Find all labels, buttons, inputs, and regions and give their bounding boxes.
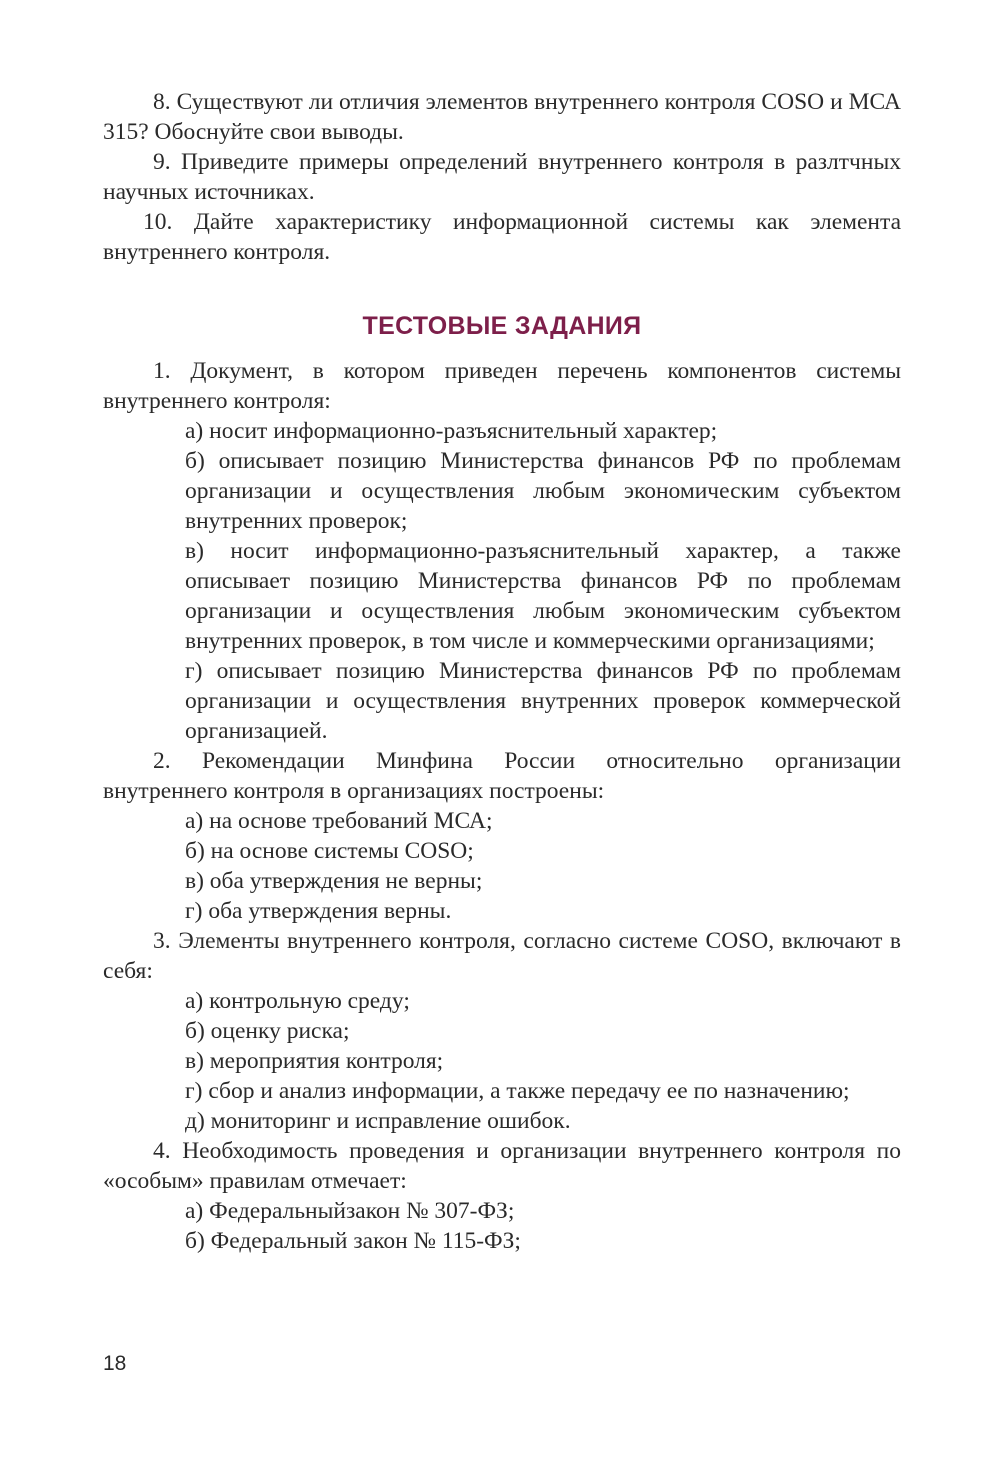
test-question: 1. Документ, в котором приведен перечень компонентов системы внутреннего контроля: [103,358,901,414]
answer-option: г) оба утверждения верны. [185,898,452,924]
answer-option: а) носит информационно-разъяснительный характер; [185,418,718,444]
answer-option: б) Федеральный закон № 115-ФЗ; [185,1228,521,1254]
answer-option: б) на основе системы COSO; [185,838,474,864]
page-number: 18 [103,1352,127,1375]
section-heading: ТЕСТОВЫЕ ЗАДАНИЯ [362,312,642,340]
page-content [103,87,901,1256]
answer-option: а) контрольную среду; [185,988,410,1014]
review-question: 8. Существуют ли отличия элементов внутреннего контроля COSO и МСА 315? Обоснуйте свои выводы. [103,89,901,145]
answer-option: б) оценку риска; [185,1018,350,1044]
test-question: 2. Рекомендации Минфина России относительно организации внутреннего контроля в организациях построены: [103,748,901,804]
review-question: 10. Дайте характеристику информационной системы как элемента внутреннего контроля. [103,209,901,265]
answer-option: а) Федеральныйзакон № 307-ФЗ; [185,1198,515,1224]
answer-option: б) описывает позицию Министерства финансов РФ по проблемам организации и осуществления любым экономическим субъектом внутренних проверок; [185,448,901,534]
answer-option: г) сбор и анализ информации, а также передачу ее по назначению; [185,1078,850,1104]
answer-option: а) на основе требований МСА; [185,808,493,834]
answer-option: в) носит информационно-разъяснительный характер, а также описывает позицию Министерства финансов РФ по проблемам организации и осуществления любым экономическим субъектом внутренних проверок, в том числе и коммерческими организациями; [185,538,901,654]
test-question: 4. Необходимость проведения и организации внутреннего контроля по «особым» правилам отмечает: [103,1138,901,1194]
review-question: 9. Приведите примеры определений внутреннего контроля в разлтчных научных источниках. [103,149,901,205]
answer-option: г) описывает позицию Министерства финансов РФ по проблемам организации и осуществления внутренних проверок коммерческой организацией. [185,658,901,744]
answer-option: д) мониторинг и исправление ошибок. [185,1108,571,1134]
test-question: 3. Элементы внутреннего контроля, согласно системе COSO, включают в себя: [103,928,901,984]
answer-option: в) мероприятия контроля; [185,1048,444,1074]
answer-option: в) оба утверждения не верны; [185,868,483,894]
